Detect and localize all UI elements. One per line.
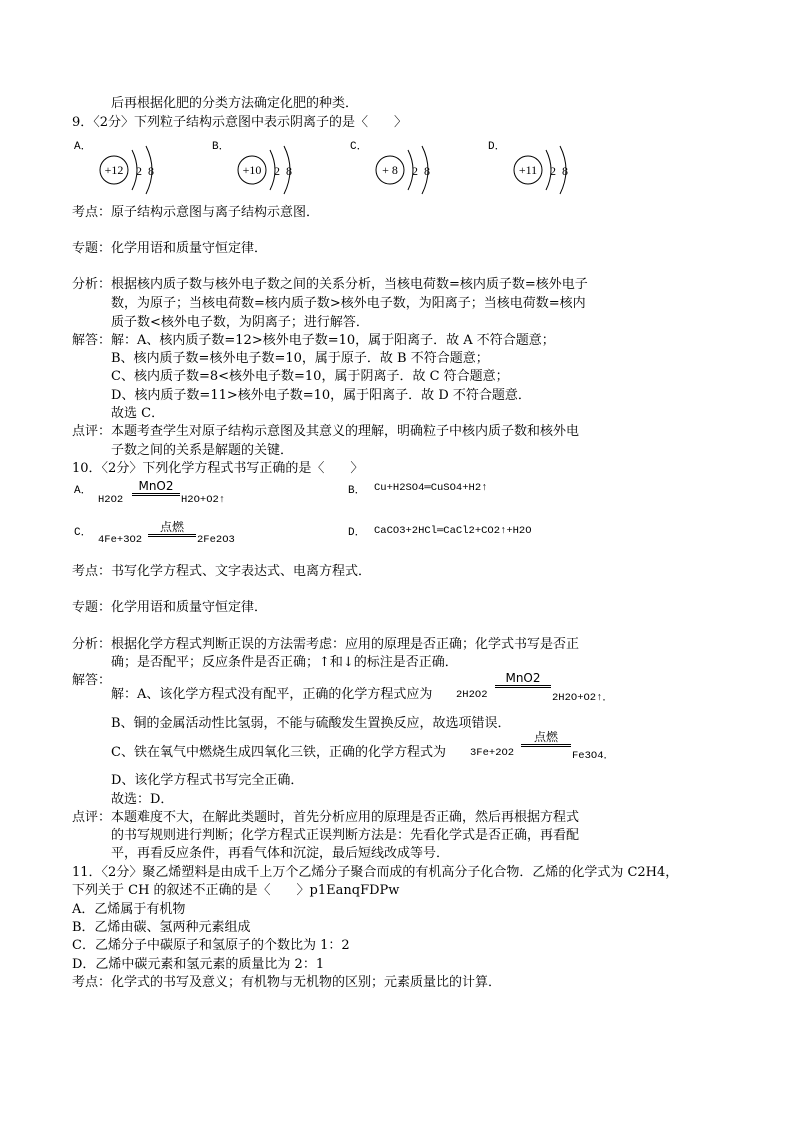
atom-diagram-a bbox=[96, 142, 166, 196]
shell-1-electrons: 2 bbox=[136, 164, 142, 178]
q11-option-c: C．乙烯分子中碳原子和氢原子的个数比为 1：2 bbox=[72, 938, 350, 953]
q10-jieda-b: B、铜的金属活动性比氢弱，不能与硫酸发生置换反应，故选项错误． bbox=[111, 716, 511, 731]
q10-option-c-right: 2Fe2O3 bbox=[197, 534, 235, 546]
q10-zhuanti: 专题：化学用语和质量守恒定律． bbox=[72, 600, 268, 615]
q10-option-c-condition: 点燃 bbox=[148, 521, 196, 537]
option-a-label: A． bbox=[74, 141, 92, 153]
q9-jieda-2: B、核内质子数=核外电子数=10，属于原子．故 B 不符合题意； bbox=[111, 351, 489, 366]
q10-option-c-label: C． bbox=[74, 527, 92, 539]
q10-jieda-e: 故选：D． bbox=[111, 792, 174, 807]
q10-option-a-condition: MnO2 bbox=[132, 480, 180, 496]
shell-1-electrons: 2 bbox=[274, 164, 280, 178]
shell-1-electrons: 2 bbox=[550, 164, 556, 178]
q10-option-a-right: H2O+O2↑ bbox=[181, 494, 226, 506]
q10-jieda-c: C、铁在氧气中燃烧生成四氧化三铁，正确的化学方程式为 bbox=[111, 745, 446, 760]
q9-jieda-3: C、核内质子数=8<核外电子数=10，属于阴离子．故 C 符合题意； bbox=[111, 369, 509, 384]
q10-fix-c-left: 3Fe+2O2 bbox=[470, 747, 515, 759]
q10-fix-a-right: 2H2O+O2↑． bbox=[552, 692, 613, 704]
nucleus-charge: +12 bbox=[104, 163, 124, 177]
q10-option-a-label: A． bbox=[74, 485, 92, 497]
q10-option-c-left: 4Fe+3O2 bbox=[98, 534, 143, 546]
q9-fenxi-2: 数，为原子；当核电荷数=核内质子数>核外电子数，为阳离子；当核电荷数=核内 bbox=[111, 296, 586, 311]
atom-diagram-c bbox=[372, 142, 442, 196]
q11-option-b: B．乙烯由碳、氢两种元素组成 bbox=[72, 920, 251, 935]
q10-option-a-left: H2O2 bbox=[98, 494, 124, 506]
q10-fix-a-left: 2H2O2 bbox=[456, 689, 488, 701]
atom-diagram-b bbox=[234, 142, 304, 196]
shell-2-electrons: 8 bbox=[148, 164, 154, 178]
q11-option-d: D．乙烯中碳元素和氢元素的质量比为 2：1 bbox=[72, 957, 325, 972]
q10-option-d-equation: CaCO3+2HCl═CaCl2+CO2↑+H2O bbox=[374, 525, 532, 537]
question-11-title-1: 11．〈2分〉聚乙烯塑料是由成千上万个乙烯分子聚合而成的有机高分子化合物．乙烯的化学式为 C2H4， bbox=[72, 865, 679, 880]
q10-fenxi-1: 分析：根据化学方程式判断正误的方法需考虑：应用的原理是否正确；化学式书写是否正 bbox=[72, 637, 580, 652]
option-d-label: D． bbox=[488, 141, 506, 153]
q9-kaodian: 考点：原子结构示意图与离子结构示意图． bbox=[72, 205, 320, 220]
q11-kaodian: 考点：化学式的书写及意义；有机物与无机物的区别；元素质量比的计算． bbox=[72, 975, 502, 990]
question-9-title: 9．〈2分〉下列粒子结构示意图中表示阴离子的是〈 〉 bbox=[72, 115, 408, 130]
nucleus-charge: + 8 bbox=[382, 163, 398, 177]
q10-option-b-equation: Cu+H2SO4═CuSO4+H2↑ bbox=[374, 482, 488, 494]
nucleus-charge: +11 bbox=[518, 163, 538, 177]
q9-dianping-2: 子数之间的关系是解题的关键． bbox=[111, 443, 294, 458]
q11-option-a: A．乙烯属于有机物 bbox=[72, 902, 186, 917]
q10-fix-c-condition: 点燃 bbox=[521, 731, 571, 747]
q10-jieda-label: 解答： bbox=[72, 673, 112, 688]
shell-2-electrons: 8 bbox=[424, 164, 430, 178]
shell-1-electrons: 2 bbox=[412, 164, 418, 178]
q10-dianping-1: 点评：本题难度不大，在解此类题时，首先分析应用的原理是否正确，然后再根据方程式 bbox=[72, 810, 580, 825]
option-c-label: C． bbox=[350, 141, 368, 153]
q10-jieda-d: D、该化学方程式书写完全正确． bbox=[111, 773, 304, 788]
q9-jieda-4: D、核内质子数=11>核外电子数=10，属于阳离子．故 D 不符合题意． bbox=[111, 388, 531, 403]
q10-fix-a-condition: MnO2 bbox=[495, 672, 551, 688]
q9-fenxi-3: 质子数<核外电子数，为阴离子；进行解答． bbox=[111, 315, 369, 330]
q10-kaodian: 考点：书写化学方程式、文字表达式、电离方程式． bbox=[72, 564, 372, 579]
q9-jieda-5: 故选 C． bbox=[111, 406, 165, 421]
q10-option-d-label: D． bbox=[348, 527, 366, 539]
q10-fix-c-right: Fe3O4． bbox=[572, 750, 615, 762]
q9-jieda-1: 解答：解：A、核内质子数=12>核外电子数=10，属于阳离子．故 A 不符合题意； bbox=[72, 333, 555, 348]
q10-option-b-label: B． bbox=[348, 485, 366, 497]
q9-dianping-1: 点评：本题考查学生对原子结构示意图及其意义的理解，明确粒子中核内质子数和核外电 bbox=[72, 424, 580, 439]
shell-2-electrons: 8 bbox=[286, 164, 292, 178]
question-11-title-2: 下列关于 CH 的叙述不正确的是〈 〉p1EanqFDPw bbox=[72, 883, 400, 898]
nucleus-charge: +10 bbox=[242, 163, 262, 177]
shell-2-electrons: 8 bbox=[562, 164, 568, 178]
q10-dianping-3: 平，再看反应条件，再看气体和沉淀，最后短线改成等号． bbox=[111, 846, 450, 861]
q10-dianping-2: 的书写规则进行判断；化学方程式正误判断方法是：先看化学式是否正确，再看配 bbox=[111, 828, 580, 843]
option-b-label: B． bbox=[212, 141, 230, 153]
text-line: 后再根据化肥的分类方法确定化肥的种类． bbox=[111, 96, 359, 111]
question-10-title: 10．〈2分〉下列化学方程式书写正确的是〈 〉 bbox=[72, 461, 364, 476]
atom-diagram-d bbox=[510, 142, 580, 196]
q9-zhuanti: 专题：化学用语和质量守恒定律． bbox=[72, 241, 268, 256]
q10-fenxi-2: 确；是否配平；反应条件是否正确；↑和↓的标注是否正确． bbox=[111, 655, 458, 670]
q9-fenxi-1: 分析：根据核内质子数与核外电子数之间的关系分析，当核电荷数=核内质子数=核外电子 bbox=[72, 277, 588, 292]
q10-jieda-a: 解：A、该化学方程式没有配平，正确的化学方程式应为 bbox=[111, 687, 433, 702]
